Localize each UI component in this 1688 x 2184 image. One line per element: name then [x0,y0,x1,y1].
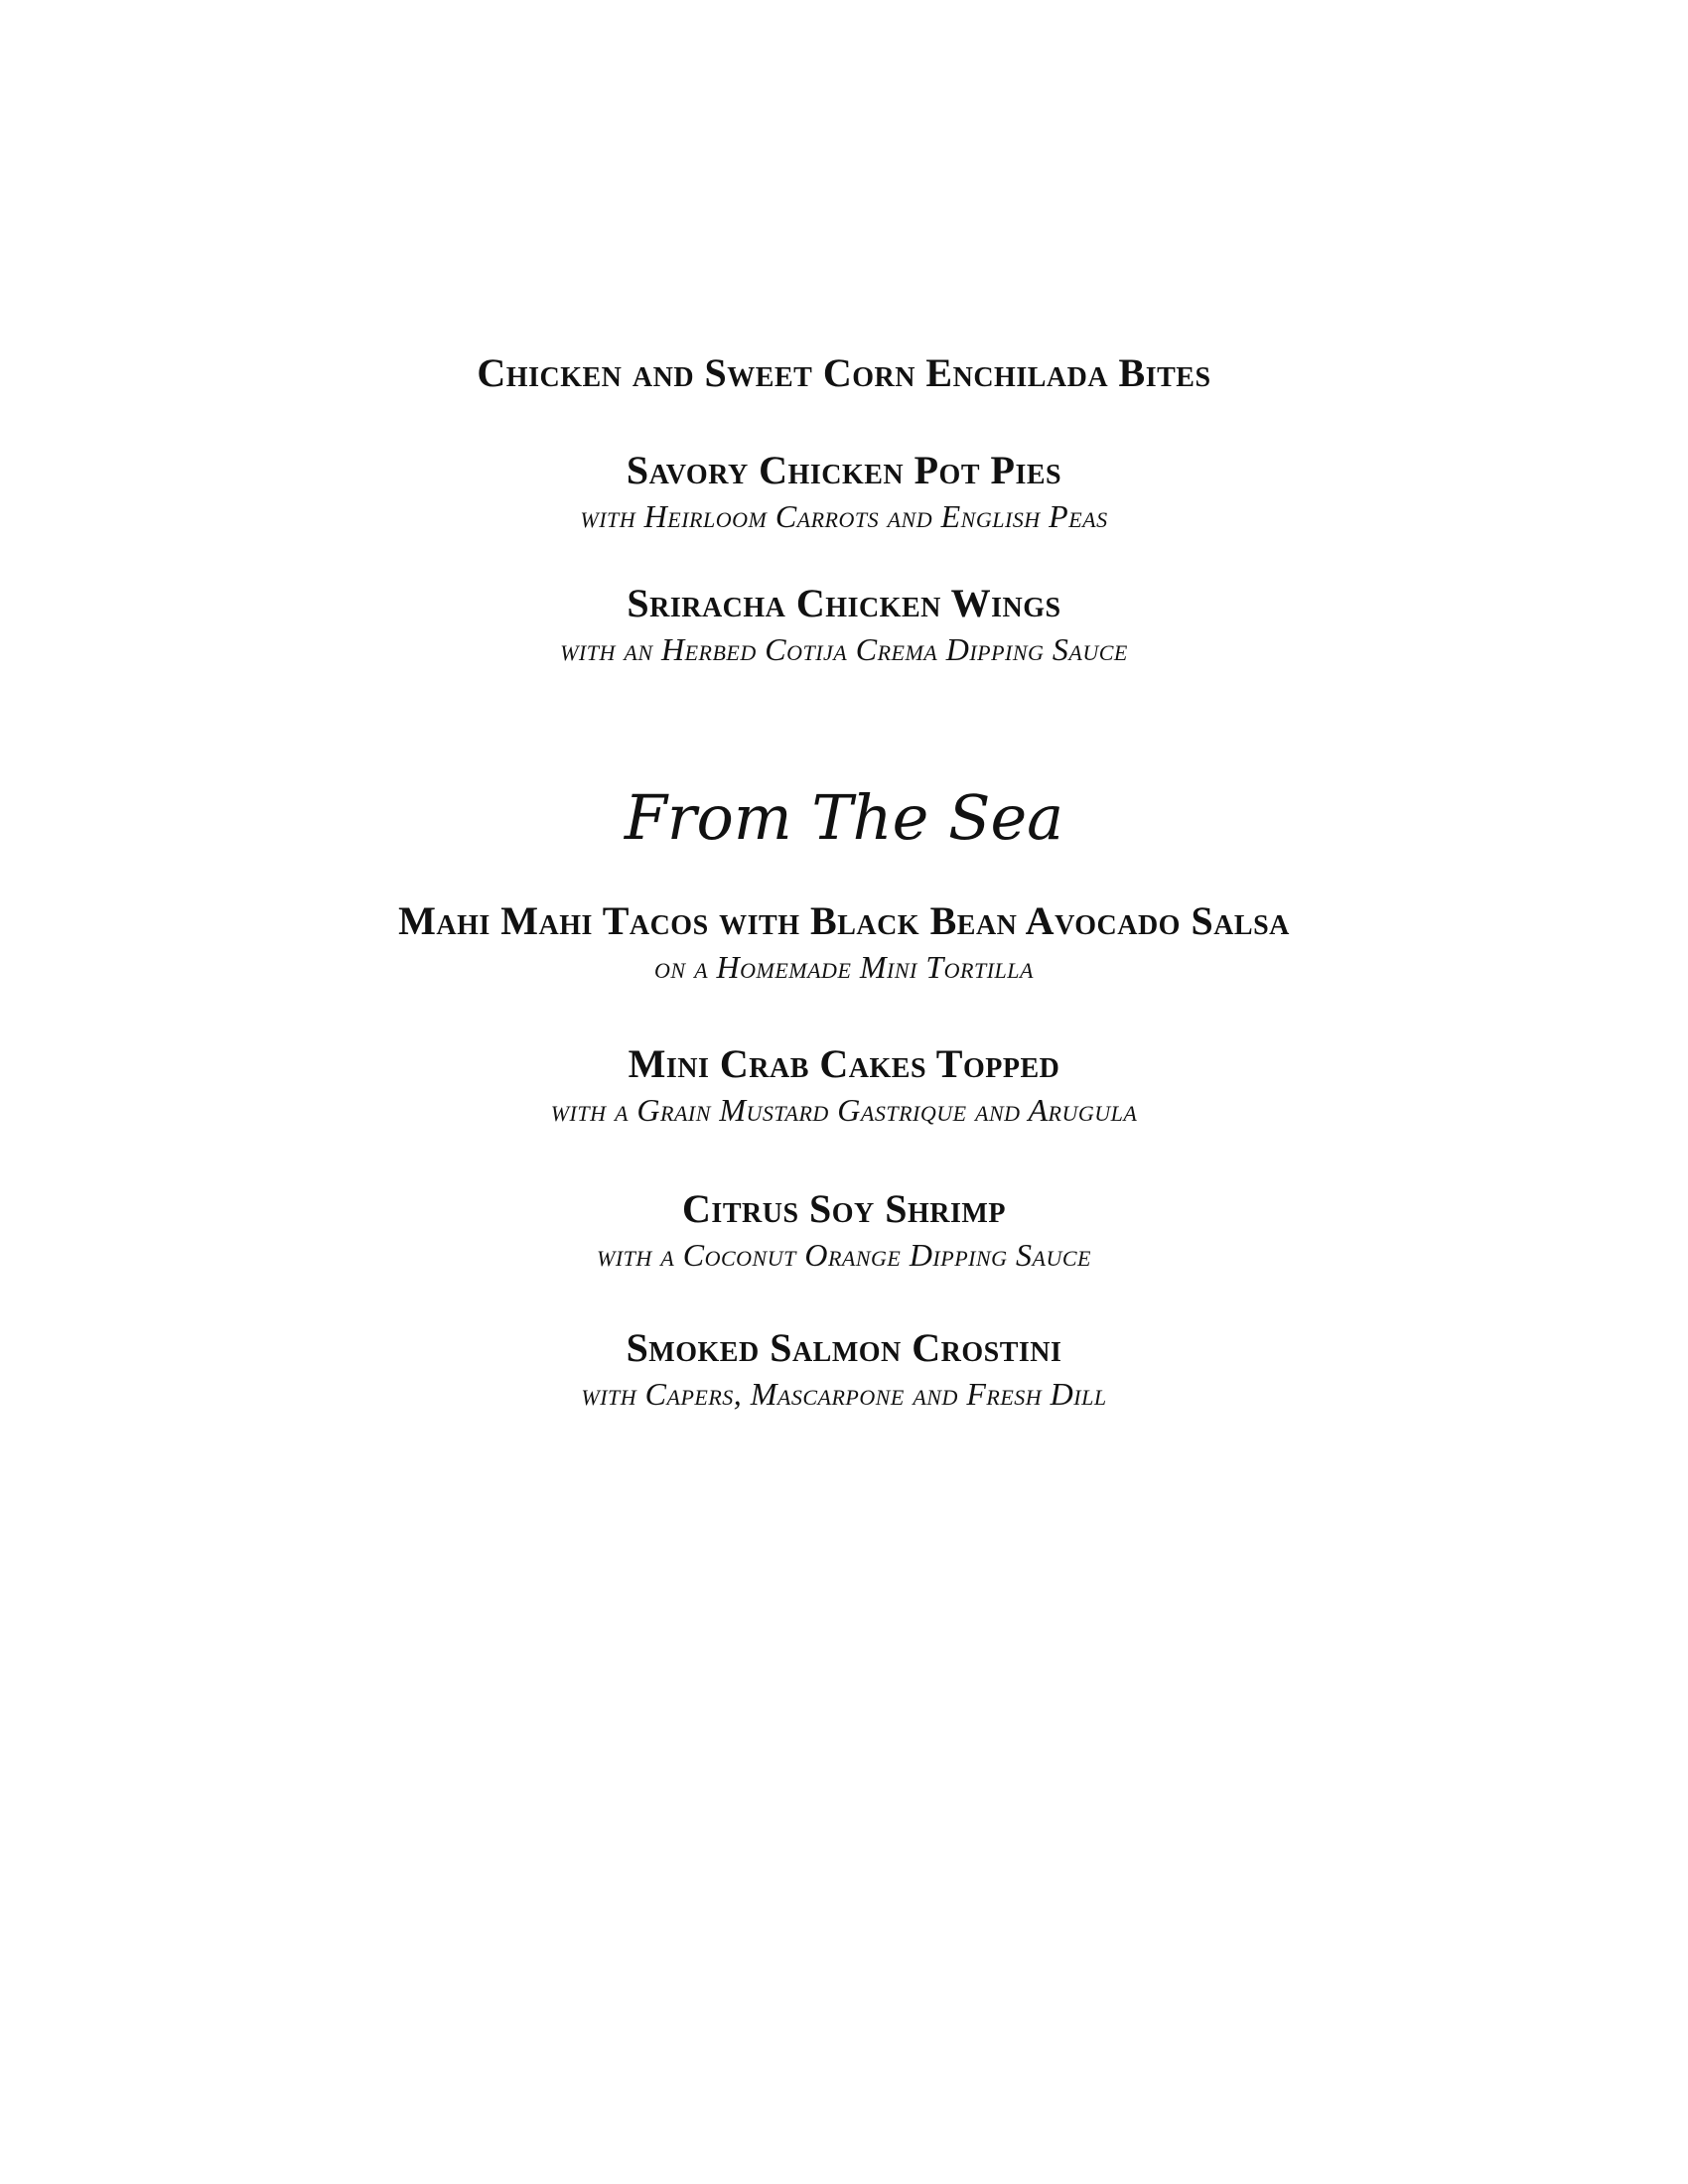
menu-item-description: on a Homemade Mini Tortilla [654,949,1034,985]
menu-item-description: with a Coconut Orange Dipping Sauce [597,1237,1091,1273]
menu-item-name: Mahi Mahi Tacos with Black Bean Avocado Salsa [398,898,1290,943]
menu-item [0,1185,1688,1275]
menu-item-name: Citrus Soy Shrimp [682,1186,1006,1231]
menu-item [0,1324,1688,1414]
section-heading: From The Sea [624,781,1064,854]
menu-item-description: with Capers, Mascarpone and Fresh Dill [581,1376,1107,1412]
menu-item [0,580,1688,669]
menu-item-name: Savory Chicken Pot Pies [626,448,1062,492]
menu-item [0,897,1688,987]
menu-item-name: Sriracha Chicken Wings [627,581,1061,625]
menu-item-description: with Heirloom Carrots and English Peas [580,498,1108,534]
menu-item [0,349,1688,397]
menu-item-description: with an Herbed Cotija Crema Dipping Sauce [560,631,1128,667]
menu-item-name: Chicken and Sweet Corn Enchilada Bites [477,350,1211,395]
menu-item-name: Smoked Salmon Crostini [626,1325,1062,1370]
menu-item-name: Mini Crab Cakes Topped [628,1041,1060,1086]
menu-item [0,447,1688,536]
menu-item [0,1040,1688,1130]
menu-item-description: with a Grain Mustard Gastrique and Arugula [550,1092,1138,1128]
